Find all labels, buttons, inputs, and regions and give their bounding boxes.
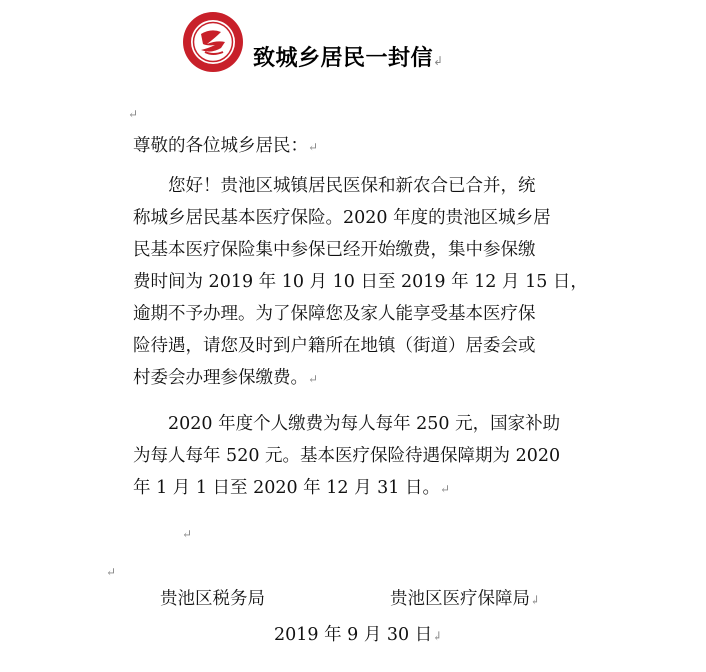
signature-org-medical: 贵池区医疗保障局↲	[390, 589, 541, 609]
body-line: 称城乡居民基本医疗保险。2020 年度的贵池区城乡居	[133, 208, 551, 228]
body-line: 村委会办理参保缴费。↵	[133, 368, 319, 388]
return-mark: ↲	[433, 54, 444, 68]
paragraph-mark: ↵	[106, 565, 117, 579]
body-line: 民基本医疗保险集中参保已经开始缴费，集中参保缴	[133, 240, 536, 260]
body-line: 2020 年度个人缴费为每人每年 250 元，国家补助	[133, 414, 561, 434]
body-line: 为每人每年 520 元。基本医疗保险待遇保障期为 2020	[133, 446, 561, 466]
paragraph-mark: ↵	[128, 107, 139, 121]
salutation: 尊敬的各位城乡居民：↵	[133, 136, 319, 156]
signature-org-tax: 贵池区税务局	[160, 589, 265, 609]
body-line: 您好！贵池区城镇居民医保和新农合已合并，统	[133, 176, 536, 196]
paragraph-mark: ↵	[182, 527, 193, 541]
body-line: 费时间为 2019 年 10 月 10 日至 2019 年 12 月 15 日，	[133, 272, 588, 292]
seal-logo-icon	[181, 10, 245, 74]
body-line: 年 1 月 1 日至 2020 年 12 月 31 日。↵	[133, 478, 451, 498]
body-line: 逾期不予办理。为了保障您及家人能享受基本医疗保	[133, 304, 536, 324]
body-line: 险待遇，请您及时到户籍所在地镇（街道）居委会或	[133, 336, 536, 356]
signature-date: 2019 年 9 月 30 日↲	[274, 625, 443, 645]
letter-title: 致城乡居民一封信↲	[253, 46, 444, 71]
